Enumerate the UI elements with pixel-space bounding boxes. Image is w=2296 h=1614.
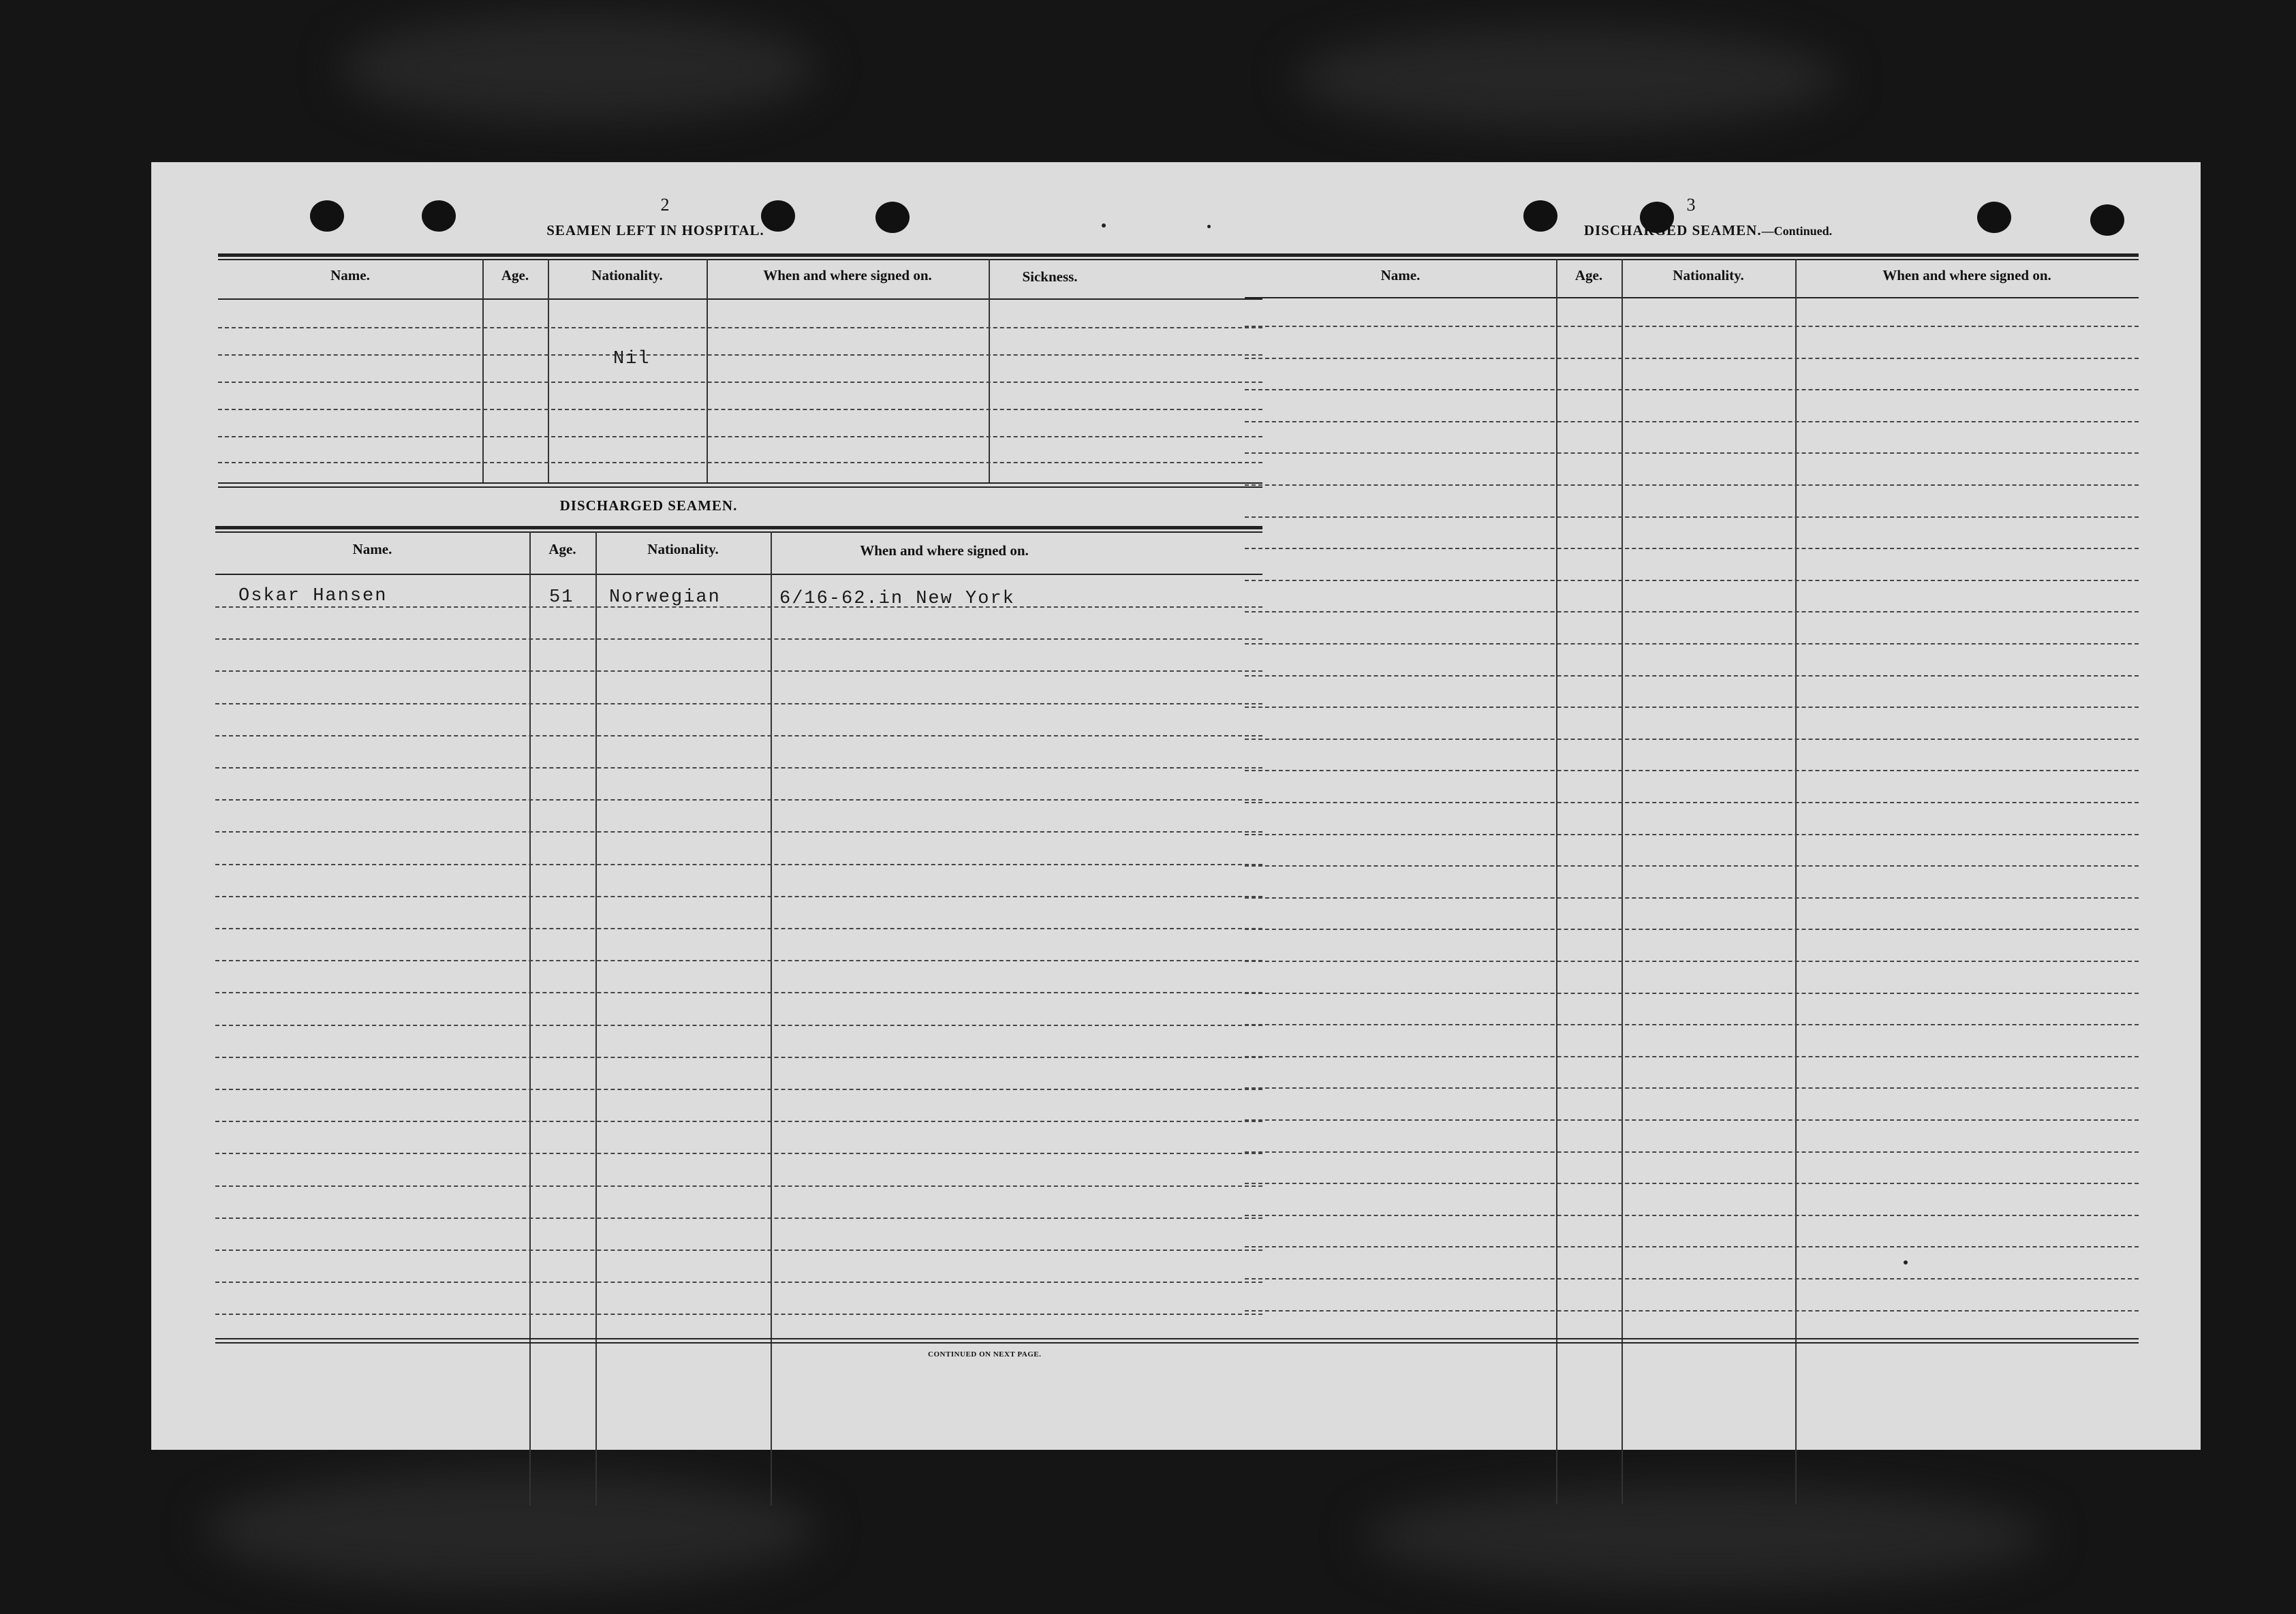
ruled-line xyxy=(215,960,1262,961)
table-rule xyxy=(215,574,1262,575)
ruled-line xyxy=(215,767,1262,769)
page-number: 3 xyxy=(1686,195,1696,215)
ruled-line xyxy=(1245,739,2139,740)
column-divider xyxy=(595,531,597,1506)
ruled-line xyxy=(1245,1215,2139,1216)
ruled-line xyxy=(215,1250,1262,1251)
film-shadow xyxy=(204,1472,818,1587)
film-shadow xyxy=(341,14,818,123)
ruled-line xyxy=(1245,1278,2139,1279)
ruled-line xyxy=(1245,389,2139,390)
ruled-line xyxy=(1245,929,2139,930)
column-divider xyxy=(771,531,772,1506)
section-title-discharged-continued xyxy=(1548,222,1868,239)
speck xyxy=(1102,223,1106,228)
table-rule xyxy=(218,298,1262,300)
table-rule xyxy=(1245,253,2139,257)
ruled-line xyxy=(215,703,1262,704)
hospital-entry-nil: Nil xyxy=(613,349,651,369)
ruled-line xyxy=(1245,326,2139,327)
column-header-age: Age. xyxy=(501,267,529,283)
ruled-line xyxy=(1245,707,2139,708)
ruled-line xyxy=(218,354,1262,356)
table-rule xyxy=(215,531,1262,533)
ruled-line xyxy=(1245,516,2139,518)
ruled-line xyxy=(218,436,1262,437)
column-header-sickness: Sickness. xyxy=(1022,268,1078,285)
ruled-line xyxy=(1245,421,2139,422)
ruled-line xyxy=(215,1025,1262,1026)
column-header-age: Age. xyxy=(548,541,576,557)
column-divider xyxy=(989,259,990,482)
table-rule xyxy=(218,259,1262,260)
table-rule xyxy=(218,482,1262,484)
speck xyxy=(1904,1260,1908,1264)
column-divider xyxy=(1556,259,1557,1504)
ruled-line xyxy=(215,1121,1262,1122)
ruled-line xyxy=(1245,675,2139,677)
column-divider xyxy=(707,259,708,482)
ruled-line xyxy=(1245,834,2139,835)
ruled-line xyxy=(215,735,1262,736)
table-rule xyxy=(1245,1342,2139,1344)
ruled-line xyxy=(1245,643,2139,645)
table-rule xyxy=(215,1338,1262,1339)
ruled-line xyxy=(215,1282,1262,1283)
column-divider xyxy=(548,259,549,482)
ruled-line xyxy=(215,928,1262,929)
table-rule xyxy=(218,253,1262,257)
section-title-continued: —Continued. xyxy=(1761,224,1833,238)
ruled-line xyxy=(215,1185,1262,1187)
speck xyxy=(1207,225,1211,228)
ruled-line xyxy=(1245,452,2139,454)
section-title-hospital: SEAMEN LEFT IN HOSPITAL. xyxy=(546,222,764,238)
ruled-line xyxy=(218,382,1262,383)
ruled-line xyxy=(1245,484,2139,486)
ruled-line xyxy=(218,462,1262,463)
ruled-line xyxy=(1245,358,2139,359)
ruled-line xyxy=(1245,548,2139,549)
table-rule xyxy=(1245,1338,2139,1339)
ruled-line xyxy=(215,831,1262,833)
column-header-name: Name. xyxy=(1380,267,1421,283)
ruled-line xyxy=(1245,1246,2139,1247)
ruled-line xyxy=(215,896,1262,897)
ruled-line xyxy=(1245,1024,2139,1025)
column-header-signed-on: When and where signed on. xyxy=(860,542,1029,559)
ruled-line xyxy=(215,606,1262,608)
table-rule xyxy=(1245,297,2139,298)
ruled-line xyxy=(1245,1151,2139,1153)
ruled-line xyxy=(1245,865,2139,867)
column-divider xyxy=(1622,259,1623,1504)
film-shadow xyxy=(1363,1485,2044,1587)
punch-hole xyxy=(2090,204,2124,236)
ruled-line xyxy=(1245,993,2139,994)
column-header-nationality: Nationality. xyxy=(591,267,663,283)
punch-hole xyxy=(310,200,344,232)
column-header-signed-on: When and where signed on. xyxy=(1882,267,2051,283)
ruled-line xyxy=(1245,611,2139,612)
ruled-line xyxy=(215,1153,1262,1154)
ruled-line xyxy=(218,327,1262,328)
ruled-line xyxy=(215,799,1262,801)
ruled-line xyxy=(1245,961,2139,962)
column-header-name: Name. xyxy=(352,541,392,557)
ruled-line xyxy=(1245,802,2139,803)
ruled-line xyxy=(215,638,1262,640)
section-title-discharged: DISCHARGED SEAMEN. xyxy=(559,497,738,514)
table-rule xyxy=(1245,259,2139,260)
ruled-line xyxy=(218,409,1262,410)
seaman-age: 51 xyxy=(549,587,574,608)
ruled-line xyxy=(1245,580,2139,581)
column-divider xyxy=(1795,259,1797,1504)
punch-hole xyxy=(1977,202,2011,233)
column-header-age: Age. xyxy=(1574,267,1603,283)
ruled-line xyxy=(215,670,1262,672)
continued-note: CONTINUED ON NEXT PAGE. xyxy=(928,1350,1042,1359)
ruled-line xyxy=(215,992,1262,993)
seaman-signed-on: 6/16-62.in New York xyxy=(779,589,1015,609)
ruled-line xyxy=(1245,1310,2139,1312)
column-header-nationality: Nationality. xyxy=(647,541,719,557)
ruled-line xyxy=(215,1217,1262,1219)
film-shadow xyxy=(1294,27,1840,129)
document-page-spread xyxy=(151,162,2201,1450)
column-divider xyxy=(482,259,484,482)
page-number: 2 xyxy=(660,195,670,215)
ruled-line xyxy=(1245,1119,2139,1121)
punch-hole xyxy=(875,202,910,233)
ruled-line xyxy=(1245,770,2139,771)
ruled-line xyxy=(215,864,1262,865)
ruled-line xyxy=(1245,897,2139,899)
column-header-nationality: Nationality. xyxy=(1673,267,1744,283)
table-rule xyxy=(218,486,1262,488)
ruled-line xyxy=(1245,1087,2139,1089)
section-title-text: DISCHARGED SEAMEN. xyxy=(1583,222,1762,238)
seaman-nationality: Norwegian xyxy=(609,587,721,608)
table-rule xyxy=(215,1342,1262,1344)
column-divider xyxy=(529,531,531,1506)
punch-hole xyxy=(422,200,456,232)
ruled-line xyxy=(215,1057,1262,1058)
seaman-name: Oskar Hansen xyxy=(238,586,388,606)
table-rule xyxy=(215,526,1262,529)
ruled-line xyxy=(215,1089,1262,1090)
ruled-line xyxy=(215,1314,1262,1315)
ruled-line xyxy=(1245,1056,2139,1057)
column-header-signed-on: When and where signed on. xyxy=(763,267,932,283)
column-header-name: Name. xyxy=(330,267,370,283)
ruled-line xyxy=(1245,1183,2139,1184)
